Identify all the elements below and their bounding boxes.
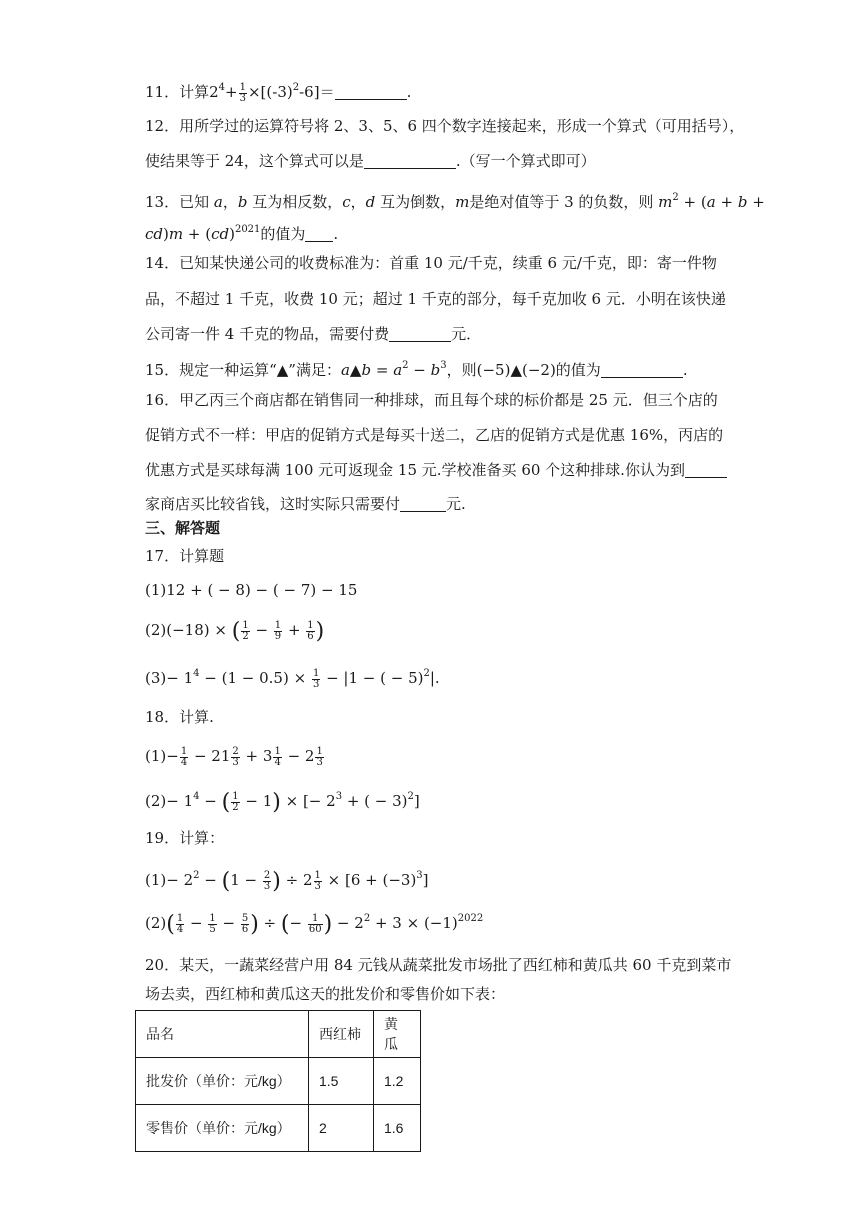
answer-blank[interactable] [601,362,683,378]
question-14-line-2: 品，不超过 1 千克，收费 10 元；超过 1 千克的部分，每千克加收 6 元．小明在该快递 [145,290,726,308]
table-cell: 批发价（单价：元/kg） [136,1058,309,1105]
question-16-line-1: 16．甲乙丙三个商店都在销售同一种排球，而且每个球的标价都是 25 元．但三个店的 [145,391,718,409]
table-row [136,1105,421,1152]
question-19-title: 19．计算： [145,829,225,847]
question-11: 11．计算$2^4+$ $\frac{1}{3}$ $\times[(-3)^2-6]=$ . [145,81,412,104]
question-13-line-1: 13．已知 a，b 互为相反数，c，d 互为倒数，m是绝对值等于 3 的负数，则 $m^2 + (a + b$ + [145,192,765,211]
answer-blank[interactable] [400,496,446,512]
answer-blank[interactable] [305,226,333,242]
question-19-part-2: (2)( $\frac{1}{4}$ − $\frac{1}{5}$ − $\frac{5}{6}$ ) ÷ (− $\frac{1}{60}$ ) − $2^2 + 3 \times (-1)^{2022}$ [145,912,484,937]
question-16-line-2: 促销方式不一样：甲店的促销方式是每买十送二，乙店的促销方式是优惠 16%，丙店的 [145,426,724,444]
table-cell: 1.6 [374,1105,421,1152]
question-19-part-1: $(1)- 2^2 - (1$ − $\frac{2}{3}$ ) ÷ 2 $\frac{1}{3}$ × $[6 + (-3)^3]$ [145,869,429,894]
question-18-part-1: (1)− $\frac{1}{4}$ − 21 $\frac{2}{3}$ + 3 $\frac{1}{4}$ − 2 $\frac{1}{3}$ [145,745,323,768]
table-header-cell: 黄瓜 [374,1011,421,1058]
answer-blank[interactable] [685,462,727,478]
question-17-part-2: (2)(−18) × ( $\frac{1}{2}$ − $\frac{1}{9}$ + $\frac{1}{6}$ ) [145,619,325,644]
question-20-line-1: 20．某天，一蔬菜经营户用 84 元钱从蔬菜批发市场批了西红柿和黄瓜共 60 千克到菜市 [145,956,732,974]
section-heading: 三、解答题 [145,519,221,537]
table-row [136,1058,421,1105]
table-cell: 1.2 [374,1058,421,1105]
answer-blank[interactable] [364,153,456,169]
question-17-part-1: (1)12 + ( − 8) − ( − 7) − 15 [145,581,358,599]
table-header-cell: 品名 [136,1011,309,1058]
table-cell: 零售价（单价：元/kg） [136,1105,309,1152]
table-header-cell: 西红柿 [309,1011,374,1058]
table-cell: 2 [309,1105,374,1152]
question-16-line-4: 家商店买比较省钱，这时实际只需要付 元. [145,495,466,513]
question-12-line-1: 12．用所学过的运算符号将 2、3、5、6 四个数字连接起来，形成一个算式（可用括号）， [145,117,745,135]
question-14-line-1: 14．已知某快递公司的收费标准为：首重 10 元/千克，续重 6 元/千克，即：寄一件物 [145,254,717,272]
question-18-title: 18．计算. [145,708,214,726]
price-table [135,1010,421,1152]
question-17-title: 17．计算题 [145,547,225,565]
question-20-line-2: 场去卖，西红柿和黄瓜这天的批发价和零售价如下表： [145,985,506,1003]
question-17-part-3: $(3)- 1^4 - (1 - 0.5)$ × $\frac{1}{3}$ − |1 − ( − 5)$^2$|. [145,667,440,690]
answer-blank[interactable] [335,84,407,100]
question-16-line-3: 优惠方式是买球每满 100 元可返现金 15 元.学校准备买 60 个这种排球.你认为到 [145,460,727,480]
question-12-line-2: 使结果等于 24，这个算式可以是 .（写一个算式即可） [145,152,596,170]
table-header-row [136,1011,421,1058]
question-13-line-2: cd)m + (cd)$^{2021}$的值为 . [145,224,339,243]
question-18-part-2: $(2)- 1^4$ − ( $\frac{1}{2}$ − 1) × [− $2^3$ + ( − 3)$^2$] [145,790,420,815]
answer-blank[interactable] [389,326,451,342]
question-14-line-3: 公司寄一件 4 千克的物品，需要付费 元． [145,325,482,343]
table-cell: 1.5 [309,1058,374,1105]
question-15: 15．规定一种运算“▲”满足：a▲b = $a^2 - b^3$，则(−5)▲(−2)的值为 . [145,360,688,379]
